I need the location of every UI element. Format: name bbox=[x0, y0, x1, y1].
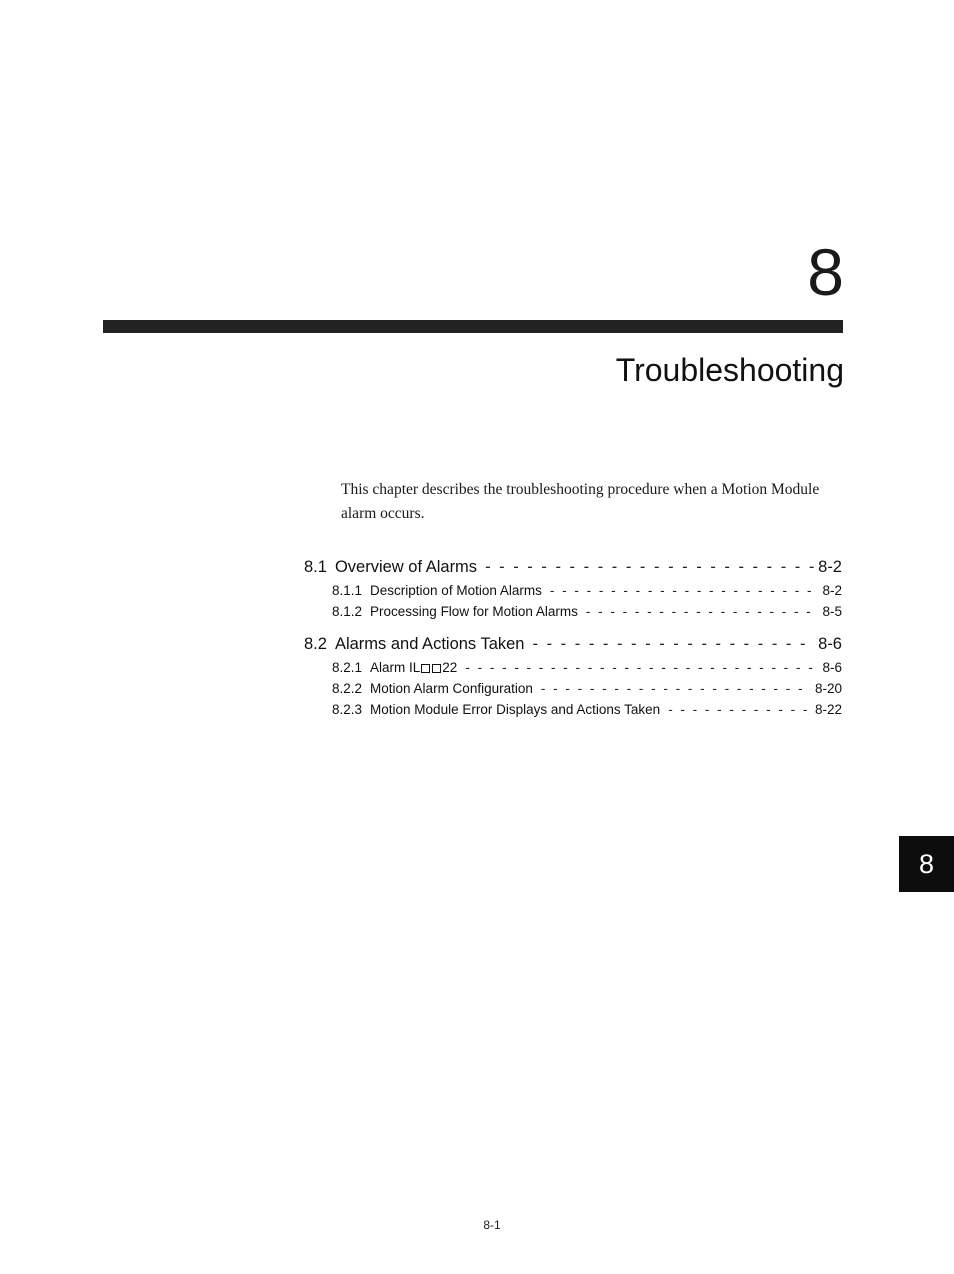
toc-section-8-2[interactable] bbox=[304, 632, 842, 656]
toc-section-title: Overview of Alarms bbox=[334, 558, 478, 576]
toc-item-title-prefix: Alarm IL bbox=[370, 660, 421, 675]
chapter-number: 8 bbox=[807, 235, 844, 309]
toc-leader bbox=[550, 580, 819, 601]
toc-item-number: 8.2.1 bbox=[332, 660, 363, 675]
toc-item-8-2-2[interactable] bbox=[304, 678, 842, 699]
toc-item-title: Description of Motion Alarms bbox=[370, 583, 542, 598]
toc-item-8-2-1[interactable] bbox=[304, 657, 842, 678]
chapter-divider-bar bbox=[103, 320, 843, 333]
toc-section-number: 8.1 bbox=[304, 558, 327, 576]
table-of-contents bbox=[304, 555, 842, 720]
toc-leader bbox=[533, 632, 815, 656]
page-number-footer: 8-1 bbox=[483, 1218, 501, 1232]
toc-page-number: 8-22 bbox=[814, 702, 842, 717]
toc-item-title: Processing Flow for Motion Alarms bbox=[370, 604, 578, 619]
toc-item-number: 8.1.2 bbox=[332, 604, 363, 619]
toc-item-number: 8.1.1 bbox=[332, 583, 363, 598]
toc-item-title: Motion Module Error Displays and Actions Taken bbox=[370, 702, 661, 717]
toc-leader bbox=[465, 657, 818, 678]
toc-leader bbox=[586, 601, 819, 622]
chapter-intro: This chapter describes the troubleshooting procedure when a Motion Module alarm occurs. bbox=[341, 481, 820, 522]
toc-item-title-suffix: 22 bbox=[442, 660, 458, 675]
toc-section-8-1[interactable] bbox=[304, 555, 842, 579]
toc-page-number: 8-20 bbox=[814, 681, 842, 696]
toc-item-title bbox=[370, 657, 457, 678]
placeholder-box-icon bbox=[421, 664, 430, 673]
toc-page-number: 8-2 bbox=[818, 558, 842, 576]
toc-section-title: Alarms and Actions Taken bbox=[334, 635, 525, 653]
toc-page-number: 8-5 bbox=[822, 604, 842, 619]
toc-leader bbox=[668, 699, 811, 720]
chapter-title: Troubleshooting bbox=[615, 352, 844, 388]
placeholder-box-icon bbox=[432, 664, 441, 673]
toc-page-number: 8-2 bbox=[822, 583, 842, 598]
toc-page-number: 8-6 bbox=[818, 635, 842, 653]
toc-item-8-1-2[interactable] bbox=[304, 601, 842, 622]
toc-section-number: 8.2 bbox=[304, 635, 327, 653]
toc-item-8-2-3[interactable] bbox=[304, 699, 842, 720]
toc-item-title: Motion Alarm Configuration bbox=[370, 681, 533, 696]
toc-item-number: 8.2.2 bbox=[332, 681, 363, 696]
toc-item-number: 8.2.3 bbox=[332, 702, 363, 717]
toc-leader bbox=[485, 555, 814, 579]
toc-page-number: 8-6 bbox=[822, 660, 842, 675]
chapter-side-tab[interactable]: 8 bbox=[899, 836, 954, 892]
toc-item-8-1-1[interactable] bbox=[304, 580, 842, 601]
toc-leader bbox=[541, 678, 811, 699]
